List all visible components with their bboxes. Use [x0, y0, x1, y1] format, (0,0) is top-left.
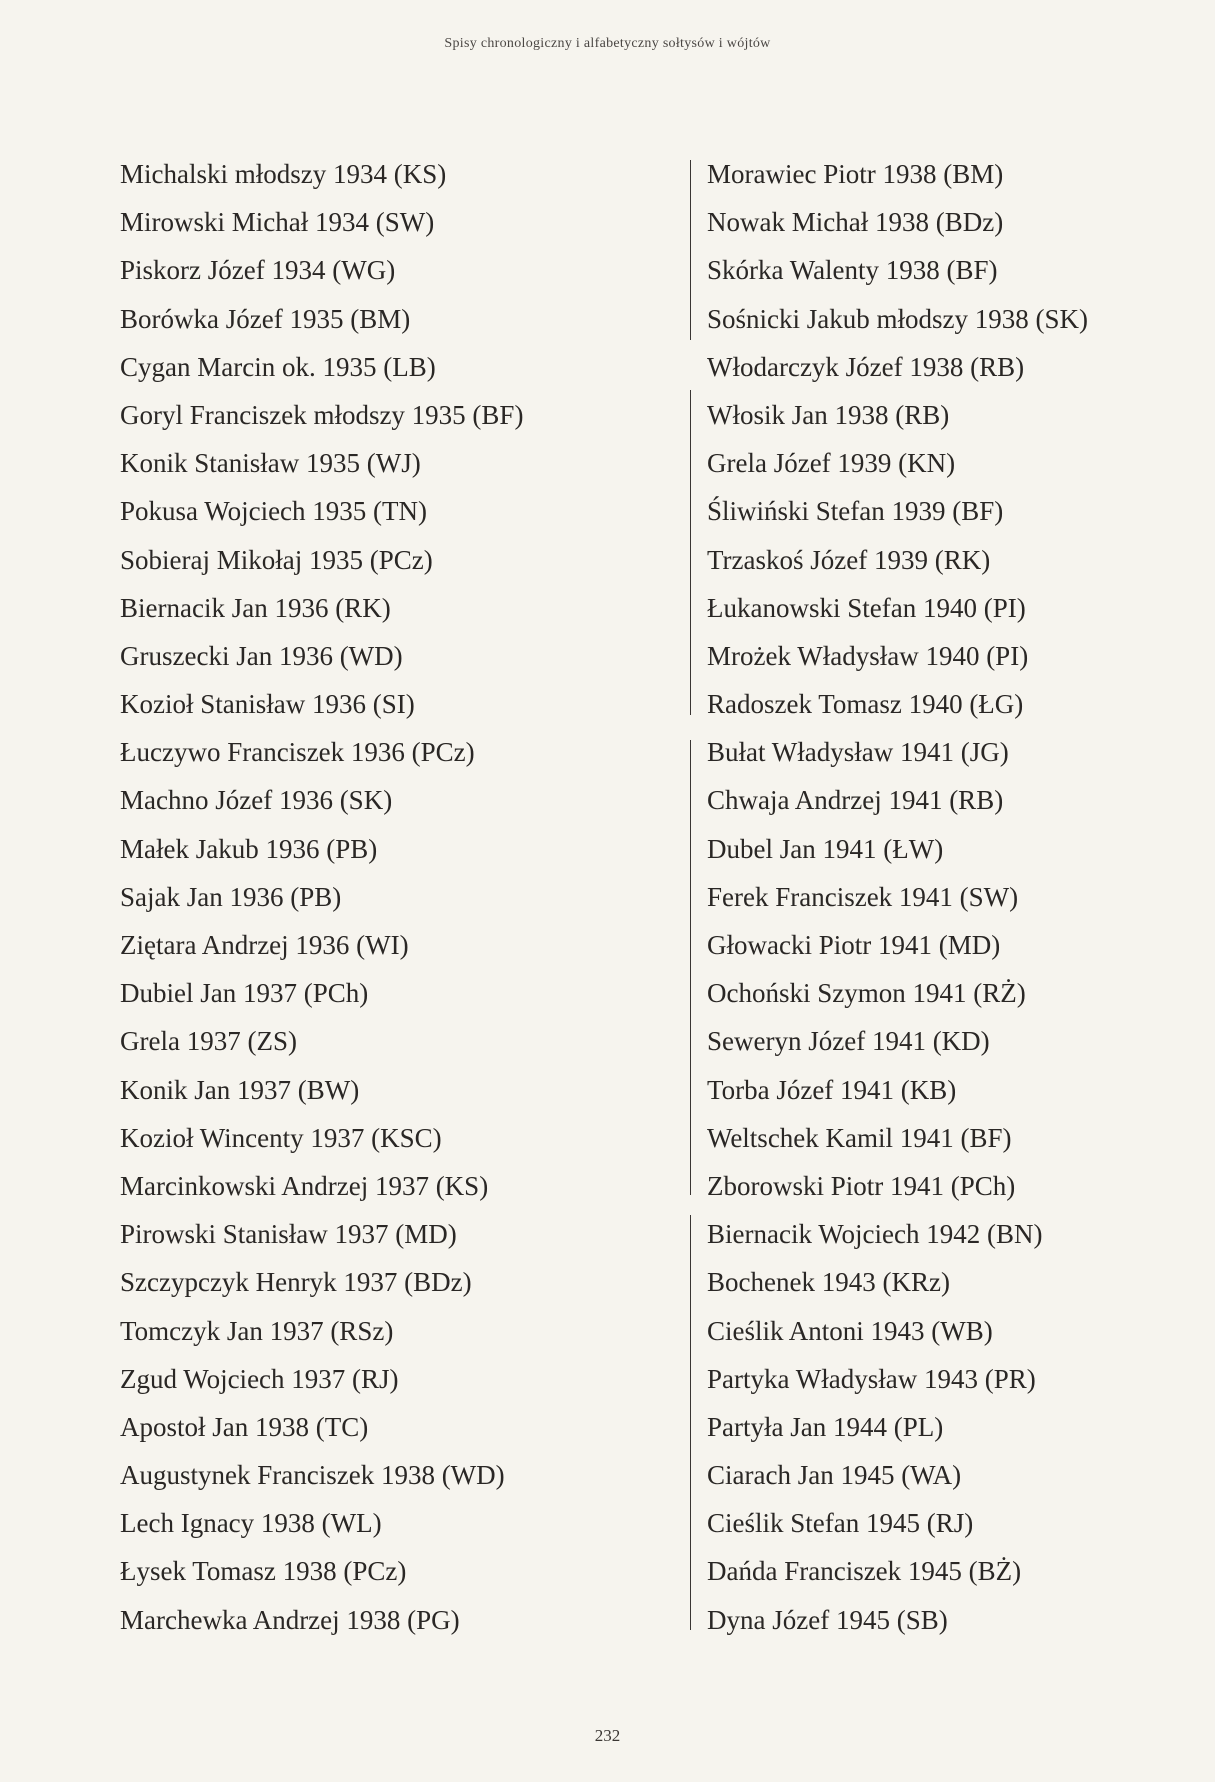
list-item: Ochoński Szymon 1941 (RŻ) [707, 978, 1026, 1009]
list-item: Augustynek Franciszek 1938 (WD) [120, 1460, 505, 1491]
list-item: Kozioł Stanisław 1936 (SI) [120, 689, 415, 720]
list-item: Bochenek 1943 (KRz) [707, 1267, 950, 1298]
list-item: Marchewka Andrzej 1938 (PG) [120, 1604, 460, 1635]
list-item: Śliwiński Stefan 1939 (BF) [707, 496, 1004, 527]
list-item: Radoszek Tomasz 1940 (ŁG) [707, 689, 1024, 720]
column-divider [690, 160, 691, 340]
list-item: Mirowski Michał 1934 (SW) [120, 207, 435, 238]
list-item: Machno Józef 1936 (SK) [120, 785, 393, 816]
list-item: Sośnicki Jakub młodszy 1938 (SK) [707, 303, 1088, 334]
list-item: Skórka Walenty 1938 (BF) [707, 255, 998, 286]
list-item: Ziętara Andrzej 1936 (WI) [120, 930, 409, 960]
list-item: Mrożek Władysław 1940 (PI) [707, 640, 1029, 671]
list-item: Partyka Władysław 1943 (PR) [707, 1363, 1036, 1394]
list-item: Chwaja Andrzej 1941 (RB) [707, 785, 1004, 816]
list-item: Pirowski Stanisław 1937 (MD) [120, 1219, 457, 1250]
list-item: Trzaskoś Józef 1939 (RK) [707, 544, 991, 575]
list-item: Kozioł Wincenty 1937 (KSC) [120, 1122, 442, 1153]
list-item: Włosik Jan 1938 (RB) [707, 399, 950, 430]
left-column-list [120, 150, 680, 1644]
column-divider [690, 390, 691, 715]
column-divider [690, 1215, 691, 1630]
list-item: Zgud Wojciech 1937 (RJ) [120, 1363, 399, 1394]
list-item: Piskorz Józef 1934 (WG) [120, 255, 396, 286]
list-item: Dańda Franciszek 1945 (BŻ) [707, 1556, 1022, 1587]
list-item: Seweryn Józef 1941 (KD) [707, 1026, 990, 1057]
list-item: Sobieraj Mikołaj 1935 (PCz) [120, 544, 433, 575]
list-item: Włodarczyk Józef 1938 (RB) [707, 351, 1025, 382]
list-item: Łukanowski Stefan 1940 (PI) [707, 592, 1026, 623]
list-item: Cygan Marcin ok. 1935 (LB) [120, 351, 436, 382]
list-item: Zborowski Piotr 1941 (PCh) [707, 1170, 1016, 1201]
page-number: 232 [594, 1726, 621, 1745]
list-item: Michalski młodszy 1934 (KS) [120, 159, 447, 189]
list-item: Łuczywo Franciszek 1936 (PCz) [120, 737, 475, 768]
list-item: Biernacik Jan 1936 (RK) [120, 592, 391, 623]
list-item: Borówka Józef 1935 (BM) [120, 303, 411, 334]
list-item: Nowak Michał 1938 (BDz) [707, 207, 1004, 238]
list-item: Łysek Tomasz 1938 (PCz) [120, 1556, 407, 1587]
list-item: Gruszecki Jan 1936 (WD) [120, 640, 403, 671]
list-item: Partyła Jan 1944 (PL) [707, 1411, 944, 1442]
list-item: Konik Stanisław 1935 (WJ) [120, 448, 421, 479]
list-item: Grela 1937 (ZS) [120, 1026, 297, 1057]
list-item: Sajak Jan 1936 (PB) [120, 881, 342, 912]
running-header: Spisy chronologiczny i alfabetyczny sołtysów i wójtów [444, 36, 771, 51]
list-item: Ferek Franciszek 1941 (SW) [707, 881, 1019, 912]
list-item: Cieślik Stefan 1945 (RJ) [707, 1508, 974, 1539]
list-item: Apostoł Jan 1938 (TC) [120, 1411, 369, 1442]
list-item: Lech Ignacy 1938 (WL) [120, 1508, 382, 1539]
right-column-list [707, 150, 1207, 1644]
list-item: Głowacki Piotr 1941 (MD) [707, 930, 1001, 960]
list-item: Dyna Józef 1945 (SB) [707, 1604, 948, 1635]
list-item: Pokusa Wojciech 1935 (TN) [120, 496, 428, 527]
list-item: Bułat Władysław 1941 (JG) [707, 737, 1009, 768]
list-item: Konik Jan 1937 (BW) [120, 1074, 360, 1105]
list-item: Dubiel Jan 1937 (PCh) [120, 978, 369, 1009]
list-item: Ciarach Jan 1945 (WA) [707, 1460, 962, 1491]
list-item: Cieślik Antoni 1943 (WB) [707, 1315, 993, 1346]
list-item: Tomczyk Jan 1937 (RSz) [120, 1315, 394, 1346]
list-item: Biernacik Wojciech 1942 (BN) [707, 1219, 1043, 1250]
list-item: Goryl Franciszek młodszy 1935 (BF) [120, 399, 524, 430]
list-item: Weltschek Kamil 1941 (BF) [707, 1122, 1012, 1153]
list-item: Morawiec Piotr 1938 (BM) [707, 159, 1004, 189]
list-item: Torba Józef 1941 (KB) [707, 1074, 957, 1105]
list-item: Grela Józef 1939 (KN) [707, 448, 956, 479]
list-item: Dubel Jan 1941 (ŁW) [707, 833, 944, 864]
column-divider [690, 740, 691, 1195]
list-item: Marcinkowski Andrzej 1937 (KS) [120, 1170, 489, 1201]
list-item: Szczypczyk Henryk 1937 (BDz) [120, 1267, 472, 1298]
list-item: Małek Jakub 1936 (PB) [120, 833, 378, 864]
